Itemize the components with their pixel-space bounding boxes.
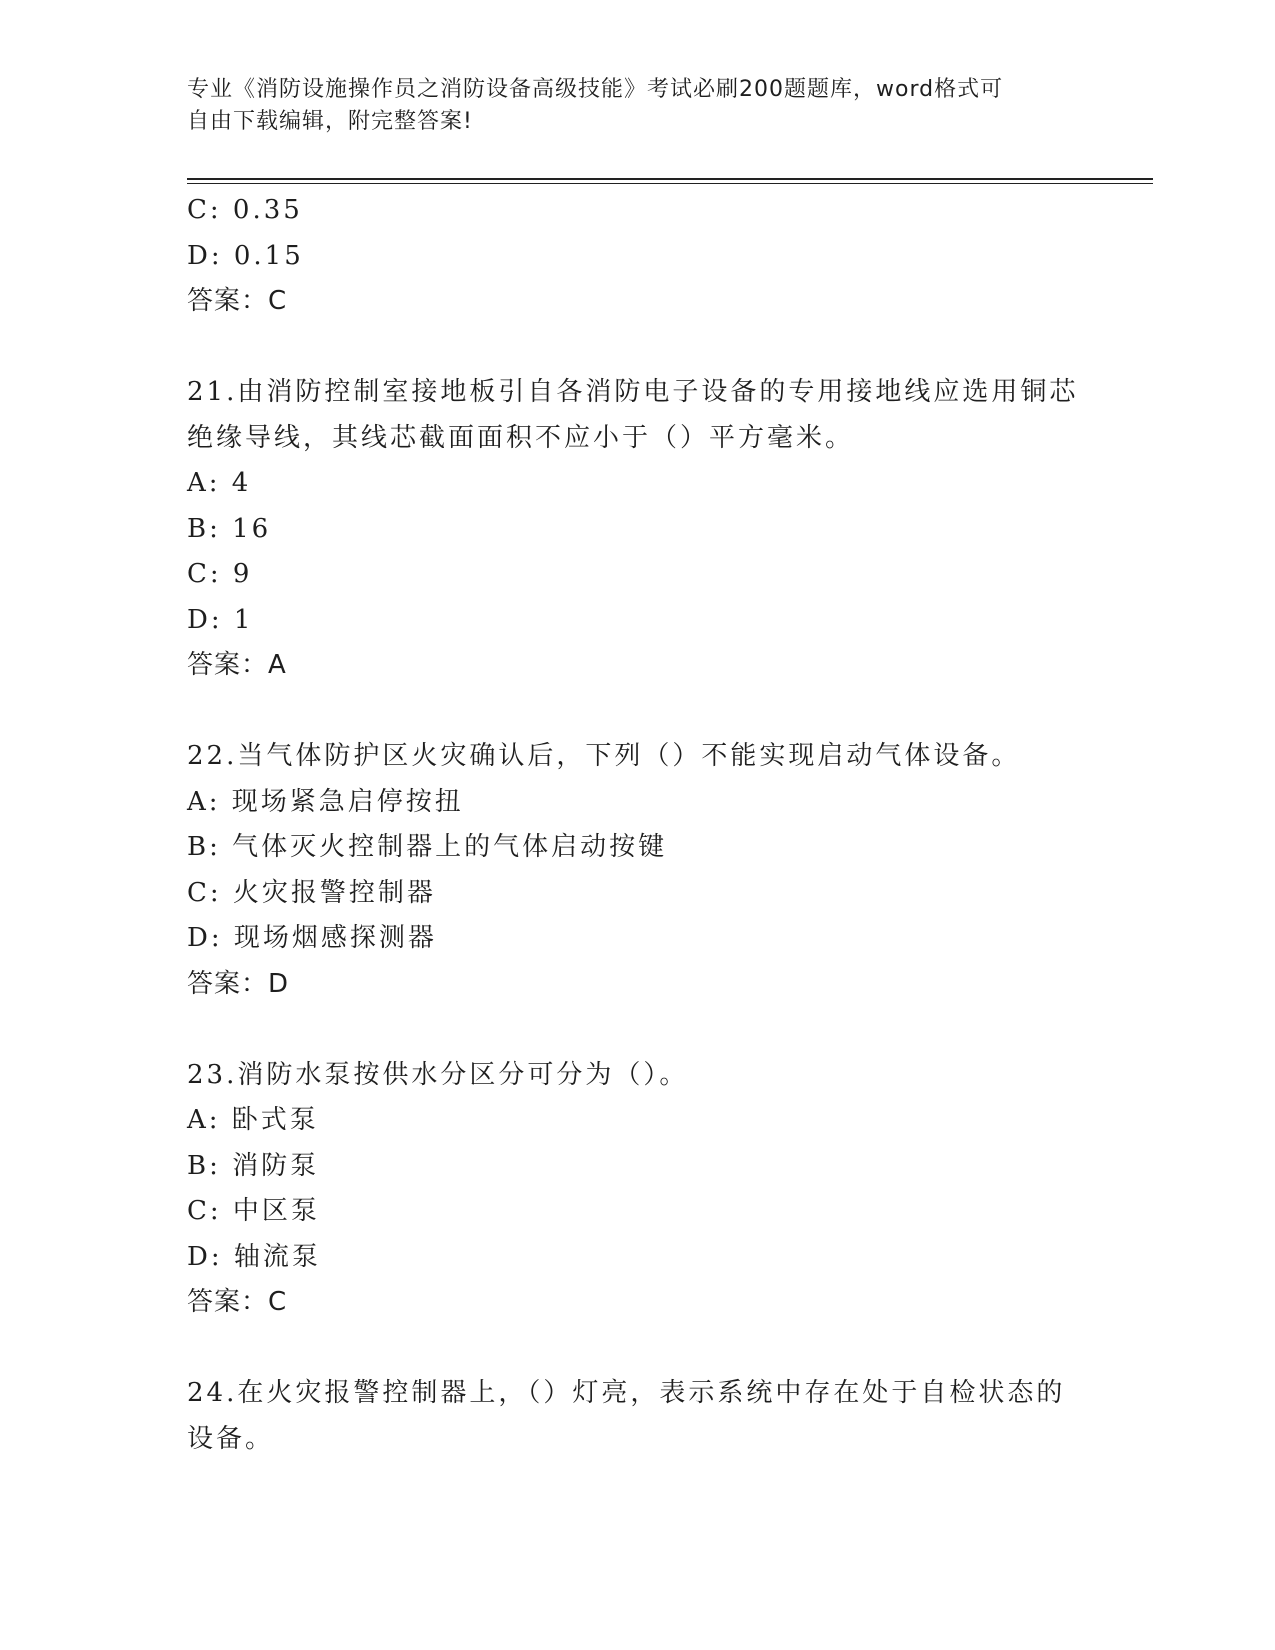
question-stem-continued: 设备。	[187, 1423, 275, 1454]
question-24	[187, 1371, 1087, 1462]
header-divider-thin	[187, 183, 1153, 184]
option-b: B: 16	[187, 513, 272, 544]
question-stem: 21.由消防控制室接地板引自各消防电子设备的专用接地线应选用铜芯	[187, 377, 1079, 407]
question-list	[187, 188, 1087, 1462]
option-d: D: 现场烟感探测器	[187, 923, 437, 953]
header-line-1: 专业《消防设施操作员之消防设备高级技能》考试必刷200题题库，word格式可	[187, 77, 1004, 102]
question-stem: 22.当气体防护区火灾确认后，下列（）不能实现启动气体设备。	[187, 741, 1021, 771]
question-21	[187, 370, 1087, 689]
answer-line: 答案：A	[187, 650, 287, 680]
header-line-2: 自由下载编辑，附完整答案!	[187, 109, 473, 134]
option-a: A: 4	[187, 468, 252, 498]
answer-line: 答案：C	[187, 286, 288, 316]
option-a: A: 现场紧急启停按扭	[187, 786, 464, 817]
option-d: D: 轴流泵	[187, 1241, 321, 1272]
question-stem: 24.在火灾报警控制器上，（）灯亮，表示系统中存在处于自检状态的	[187, 1378, 1066, 1408]
answer-line: 答案：C	[187, 1287, 288, 1317]
header-divider	[187, 178, 1153, 180]
spacer	[187, 1326, 1087, 1372]
option-b: B: 消防泵	[187, 1150, 320, 1181]
question-20-tail	[187, 188, 1087, 325]
option-d: D: 0.15	[187, 240, 304, 271]
option-c: C: 火灾报警控制器	[187, 877, 436, 908]
spacer	[187, 325, 1087, 371]
question-stem-continued: 绝缘导线，其线芯截面面积不应小于（）平方毫米。	[187, 422, 855, 453]
option-c: C: 9	[187, 559, 253, 589]
document-header	[187, 74, 1077, 138]
spacer	[187, 689, 1087, 735]
question-stem: 23.消防水泵按供水分区分可分为（）。	[187, 1059, 689, 1090]
spacer	[187, 1007, 1087, 1053]
answer-line: 答案：D	[187, 968, 290, 999]
option-a: A: 卧式泵	[187, 1105, 319, 1135]
question-23	[187, 1053, 1087, 1326]
option-c: C: 中区泵	[187, 1196, 320, 1226]
option-b: B: 气体灭火控制器上的气体启动按键	[187, 832, 668, 862]
question-22	[187, 734, 1087, 1007]
option-d: D: 1	[187, 604, 254, 635]
option-c: C: 0.35	[187, 195, 303, 225]
